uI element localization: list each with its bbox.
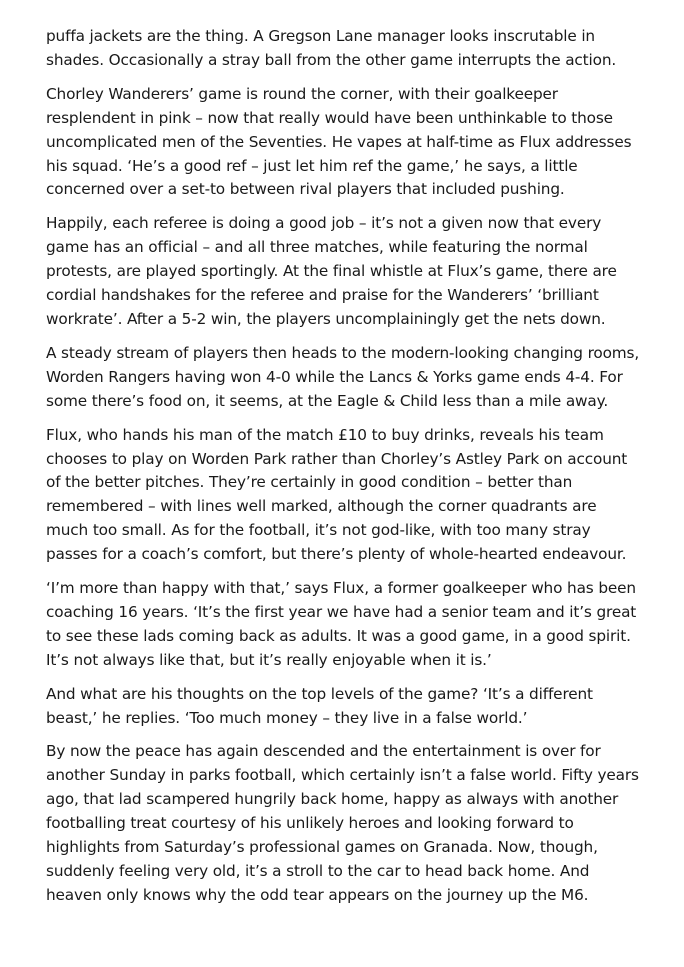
text-line: cordial handshakes for the referee and praise for the Wanderers’ ‘brilliant <box>46 286 599 305</box>
text-line: some there’s food on, it seems, at the Eagle & Child less than a mile away. <box>46 391 609 410</box>
text-line: shades. Occasionally a stray ball from the other game interrupts the action. <box>46 50 617 69</box>
text-line: concerned over a set-to between rival players that included pushing. <box>46 180 565 199</box>
text-line: much too small. As for the football, it’s not god-like, with too many stray <box>46 521 591 540</box>
text-line: protests, are played sportingly. At the final whistle at Flux’s game, there are <box>46 262 617 281</box>
text-line: remembered – with lines well marked, although the corner quadrants are <box>46 497 597 516</box>
paragraph-7 <box>46 683 646 731</box>
text-line: to see these lads coming back as adults. It was a good game, in a good spirit. <box>46 626 631 645</box>
text-line: passes for a coach’s comfort, but there’s plenty of whole-hearted endeavour. <box>46 545 627 564</box>
text-line: another Sunday in parks football, which certainly isn’t a false world. Fifty years <box>46 766 639 785</box>
paragraph-5 <box>46 424 646 567</box>
text-line: ‘I’m more than happy with that,’ says Flux, a former goalkeeper who has been <box>46 579 636 598</box>
text-line: highlights from Saturday’s professional games on Granada. Now, though, <box>46 838 598 857</box>
text-line: footballing treat courtesy of his unlikely heroes and looking forward to <box>46 814 574 833</box>
text-line: Flux, who hands his man of the match £10 to buy drinks, reveals his team <box>46 425 604 444</box>
text-line: heaven only knows why the odd tear appears on the journey up the M6. <box>46 885 589 904</box>
text-line: workrate’. After a 5-2 win, the players uncomplainingly get the nets down. <box>46 309 606 328</box>
text-line: A steady stream of players then heads to the modern-looking changing rooms, <box>46 343 640 362</box>
text-line: suddenly feeling very old, it’s a stroll to the car to head back home. And <box>46 862 590 880</box>
text-line: of the better pitches. They’re certainly in good condition – better than <box>46 473 573 492</box>
text-line: By now the peace has again descended and the entertainment is over for <box>46 742 601 761</box>
paragraph-6 <box>46 577 646 673</box>
text-line: It’s not always like that, but it’s really enjoyable when it is.’ <box>46 650 492 669</box>
paragraph-8 <box>46 740 646 907</box>
text-line: ago, that lad scampered hungrily back home, happy as always with another <box>46 790 619 809</box>
text-line: uncomplicated men of the Seventies. He vapes at half-time as Flux addresses <box>46 132 632 151</box>
paragraph-1 <box>46 25 646 73</box>
text-line: beast,’ he replies. ‘Too much money – they live in a false world.’ <box>46 708 528 727</box>
paragraph-3 <box>46 212 646 332</box>
text-line: chooses to play on Worden Park rather than Chorley’s Astley Park on account <box>46 449 628 468</box>
text-line: And what are his thoughts on the top levels of the game? ‘It’s a different <box>46 684 593 703</box>
paragraph-2 <box>46 83 646 203</box>
text-line: game has an official – and all three matches, while featuring the normal <box>46 238 588 257</box>
text-line: Happily, each referee is doing a good job – it’s not a given now that every <box>46 214 602 233</box>
text-line: Worden Rangers having won 4-0 while the Lancs & Yorks game ends 4-4. For <box>46 367 623 386</box>
paragraph-4 <box>46 342 646 414</box>
text-line: coaching 16 years. ‘It’s the first year we have had a senior team and it’s great <box>46 602 637 621</box>
text-line: Chorley Wanderers’ game is round the corner, with their goalkeeper <box>46 84 558 103</box>
text-line: resplendent in pink – now that really would have been unthinkable to those <box>46 108 613 127</box>
document-page <box>46 25 646 918</box>
text-line: his squad. ‘He’s a good ref – just let him ref the game,’ he says, a little <box>46 156 578 175</box>
text-line: puffa jackets are the thing. A Gregson Lane manager looks inscrutable in <box>46 27 595 45</box>
